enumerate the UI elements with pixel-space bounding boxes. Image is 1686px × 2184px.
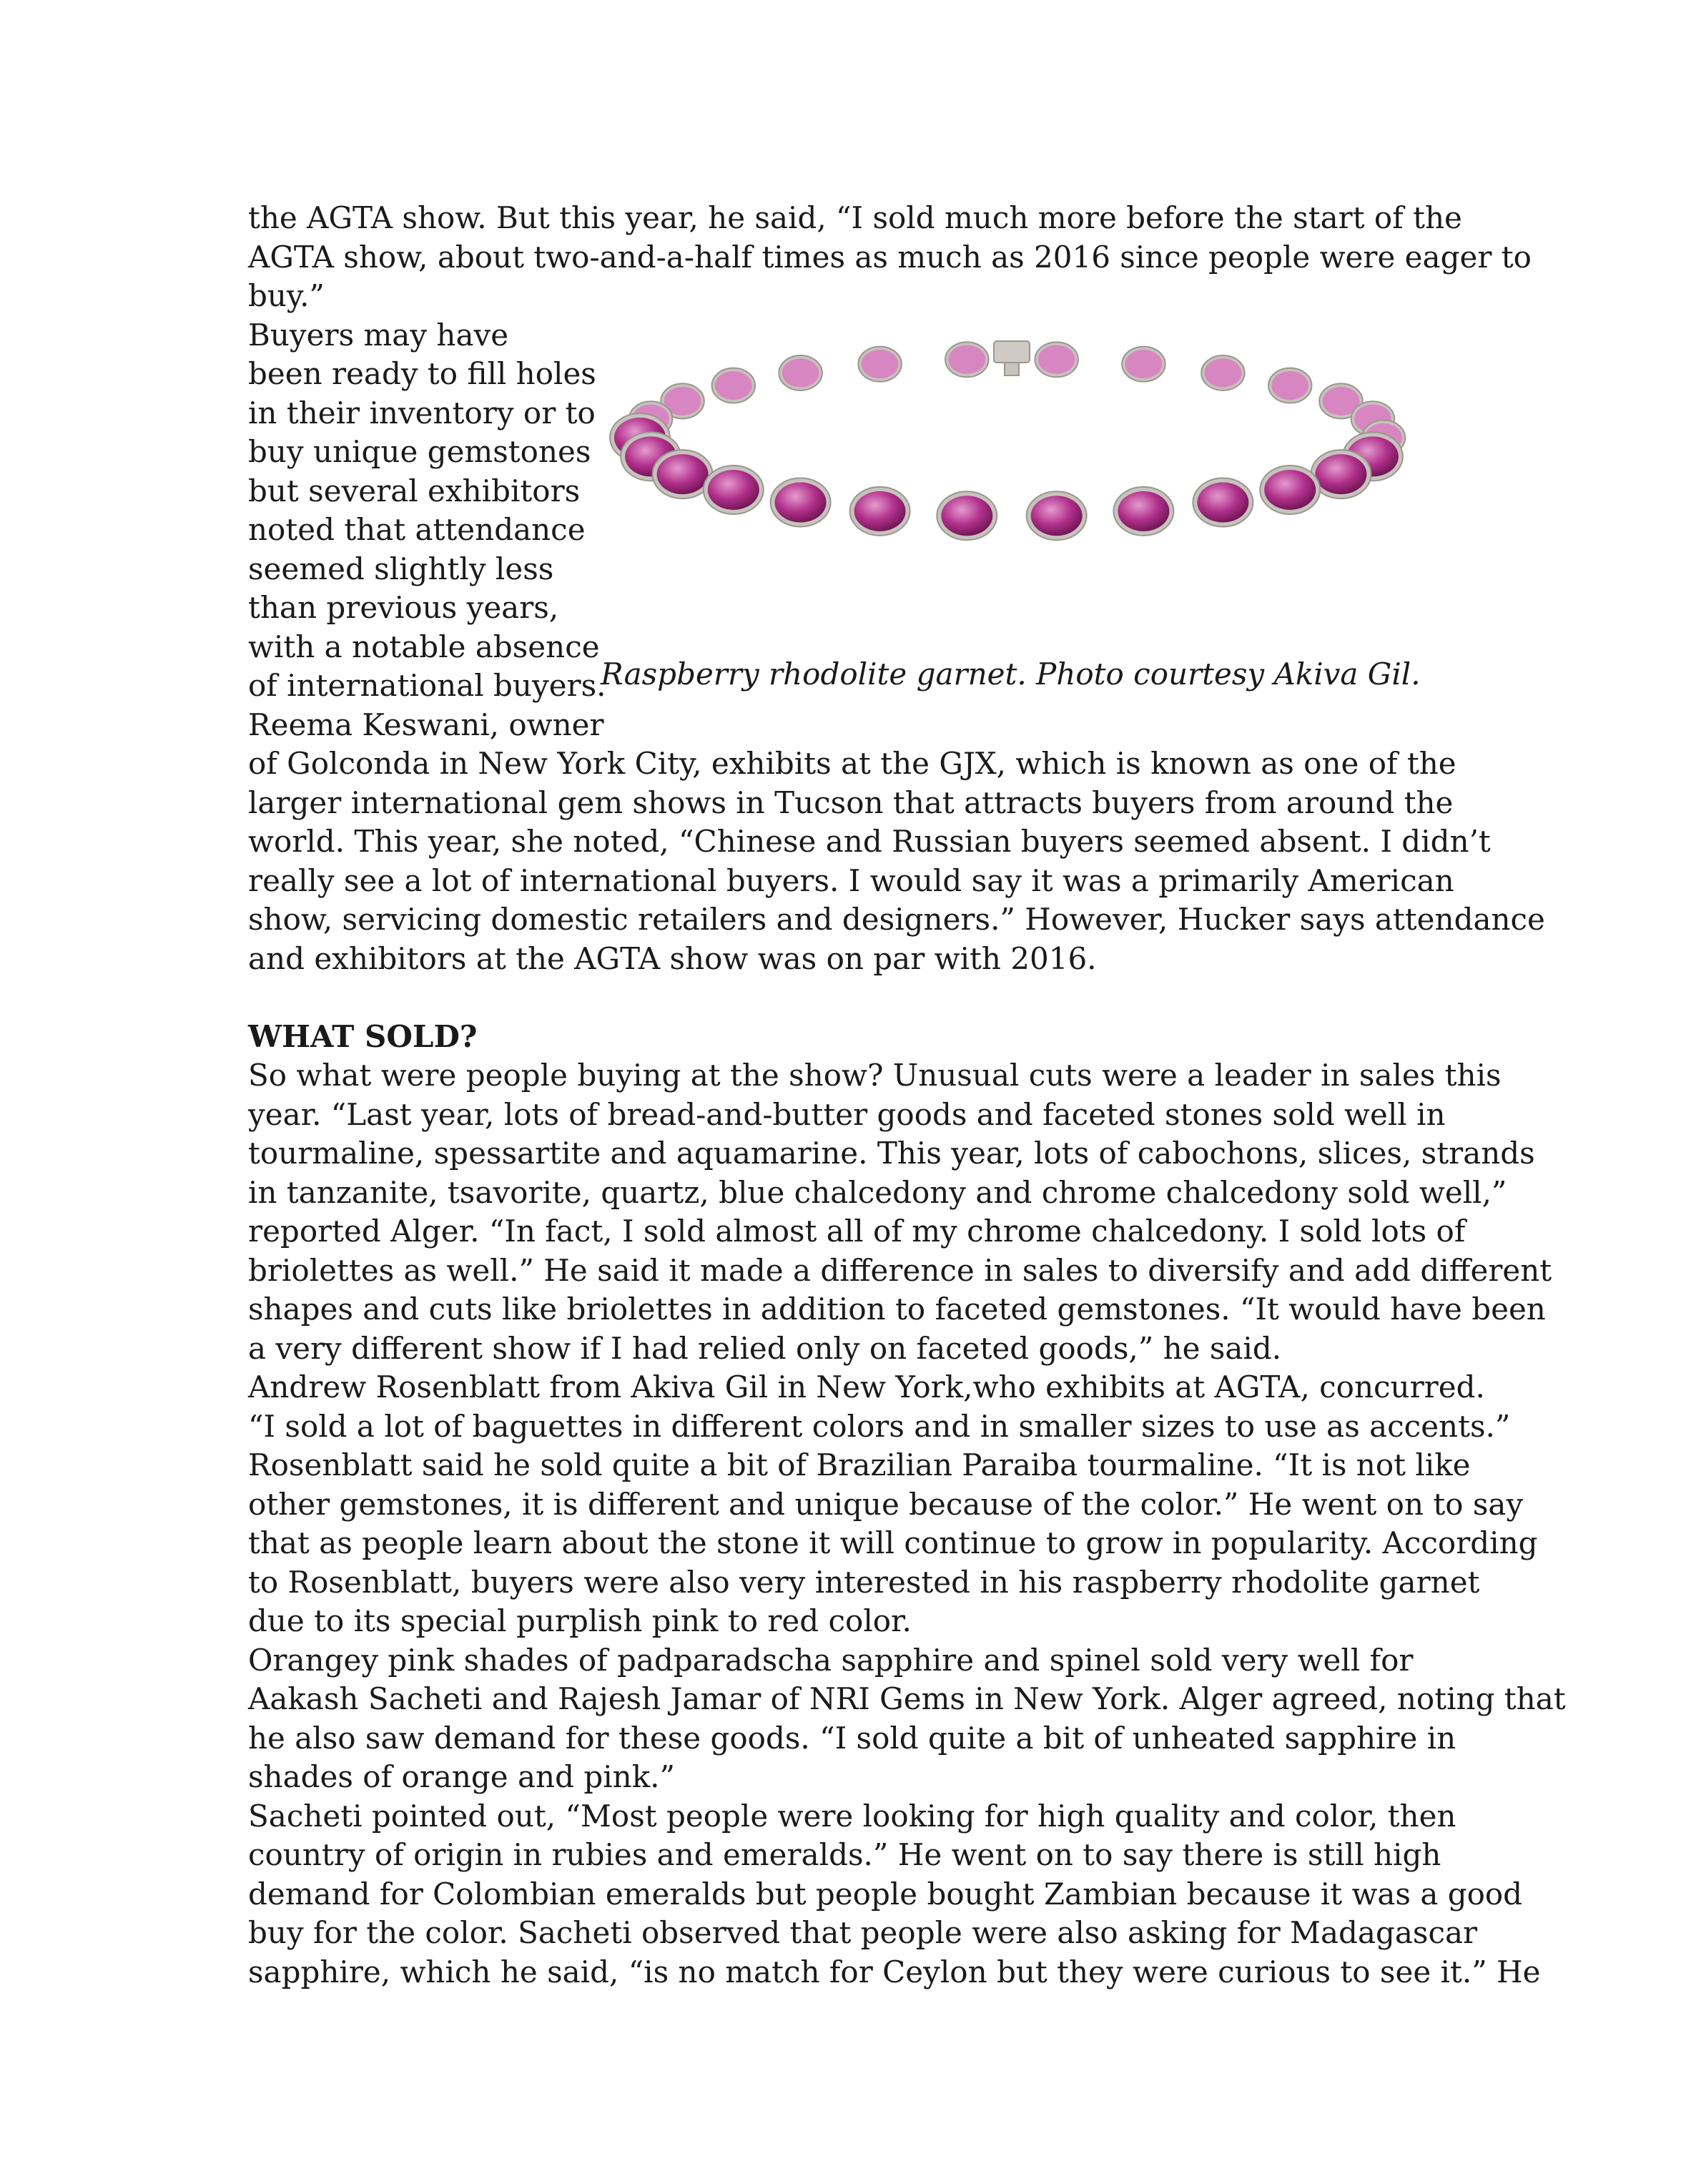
text-line: but several exhibitors [248,473,581,508]
section-heading: WHAT SOLD? [248,1019,478,1054]
text-line: show, servicing domestic retailers and designers.” However, Hucker says attendance [248,902,1545,937]
gem-stone [1125,350,1162,378]
gem-stone [1264,470,1316,510]
bracelet-image [604,330,1419,581]
text-line: and exhibitors at the AGTA show was on par with 2016. [248,941,1097,976]
text-line: larger international gem shows in Tucson that attracts buyers from around the [248,785,1454,820]
text-line: “I sold a lot of baguettes in different colors and in smaller sizes to use as accents.” [248,1409,1511,1444]
text-line: with a notable absence [248,629,600,664]
gem-stone [1118,491,1169,531]
gem-stone [1197,483,1248,523]
gem-stone [708,470,759,510]
gem-stone [862,350,899,378]
text-line: he also saw demand for these goods. “I sold quite a bit of unheated sapphire in [248,1721,1456,1756]
text-line: So what were people buying at the show? Unusual cuts were a leader in sales this [248,1058,1502,1093]
text-line: Aakash Sacheti and Rajesh Jamar of NRI Gems in New York. Alger agreed, noting that [248,1681,1566,1716]
text-line: tourmaline, spessartite and aquamarine. This year, lots of cabochons, slices, strands [248,1136,1535,1171]
gem-stone [854,491,906,531]
gem-stone [941,496,992,536]
clasp [994,341,1030,375]
text-line: buy unique gemstones [248,434,591,469]
text-line: buy for the color. Sacheti observed that people were also asking for Madagascar [248,1915,1478,1950]
text-line: sapphire, which he said, “is no match for Ceylon but they were curious to see it.” He [248,1954,1541,1989]
text-line: in their inventory or to [248,395,596,431]
text-line: country of origin in rubies and emeralds.” He went on to say there is still high [248,1837,1441,1872]
text-line: been ready to fill holes [248,356,596,391]
gem-stone [1271,371,1308,400]
text-line: Sacheti pointed out, “Most people were looking for high quality and color, then [248,1799,1456,1834]
text-line: that as people learn about the stone it will continue to grow in popularity. According [248,1525,1538,1560]
gem-stone [1315,454,1366,494]
text-line: really see a lot of international buyers. I would say it was a primarily American [248,863,1454,898]
text-line: due to its special purplish pink to red color. [248,1603,912,1638]
text-line: briolettes as well.” He said it made a difference in sales to diversify and add different [248,1253,1552,1288]
text-line: other gemstones, it is different and unique because of the color.” He went on to say [248,1487,1524,1522]
text-line: the AGTA show. But this year, he said, “I sold much more before the start of the [248,200,1462,235]
text-line: Reema Keswani, owner [248,707,604,742]
text-line: in tanzanite, tsavorite, quartz, blue chalcedony and chrome chalcedony sold well,” [248,1175,1507,1210]
text-line: Orangey pink shades of padparadscha sapphire and spinel sold very well for [248,1643,1414,1678]
text-line: than previous years, [248,590,559,625]
text-line: seemed slightly less [248,551,554,586]
gem-stone [775,483,827,523]
gem-stone [1038,345,1075,374]
text-line: a very different show if I had relied only on faceted goods,” he said. [248,1331,1282,1366]
text-line: of Golconda in New York City, exhibits at the GJX, which is known as one of the [248,746,1456,781]
text-line: AGTA show, about two-and-a-half times as much as 2016 since people were eager to [248,240,1532,275]
text-line: Andrew Rosenblatt from Akiva Gil in New York,who exhibits at AGTA, concurred. [248,1369,1485,1405]
gem-stone [782,358,819,387]
gem-stone [1204,358,1241,387]
text-line: shades of orange and pink.” [248,1759,675,1794]
figure-caption: Raspberry rhodolite garnet. Photo courtesy Akiva Gil. [601,656,1421,692]
text-line: noted that attendance [248,512,586,547]
text-line: buy.” [248,278,325,313]
text-line: to Rosenblatt, buyers were also very interested in his raspberry rhodolite garnet [248,1565,1480,1600]
gem-stone [948,345,985,374]
gem-stone [1031,496,1083,536]
text-line: reported Alger. “In fact, I sold almost all of my chrome chalcedony. I sold lots of [248,1214,1466,1249]
text-line: demand for Colombian emeralds but people bought Zambian because it was a good [248,1876,1523,1912]
text-line: Buyers may have [248,318,509,353]
text-line: Rosenblatt said he sold quite a bit of Brazilian Paraiba tourmaline. “It is not like [248,1447,1471,1482]
text-line: of international buyers. [248,668,606,703]
gem-stone [715,371,752,400]
text-line: year. “Last year, lots of bread-and-butter goods and faceted stones sold well in [248,1097,1446,1132]
text-line: shapes and cuts like briolettes in addition to faceted gemstones. “It would have been [248,1292,1546,1327]
gem-stone [657,454,709,494]
text-line: world. This year, she noted, “Chinese and Russian buyers seemed absent. I didn’t [248,824,1491,859]
